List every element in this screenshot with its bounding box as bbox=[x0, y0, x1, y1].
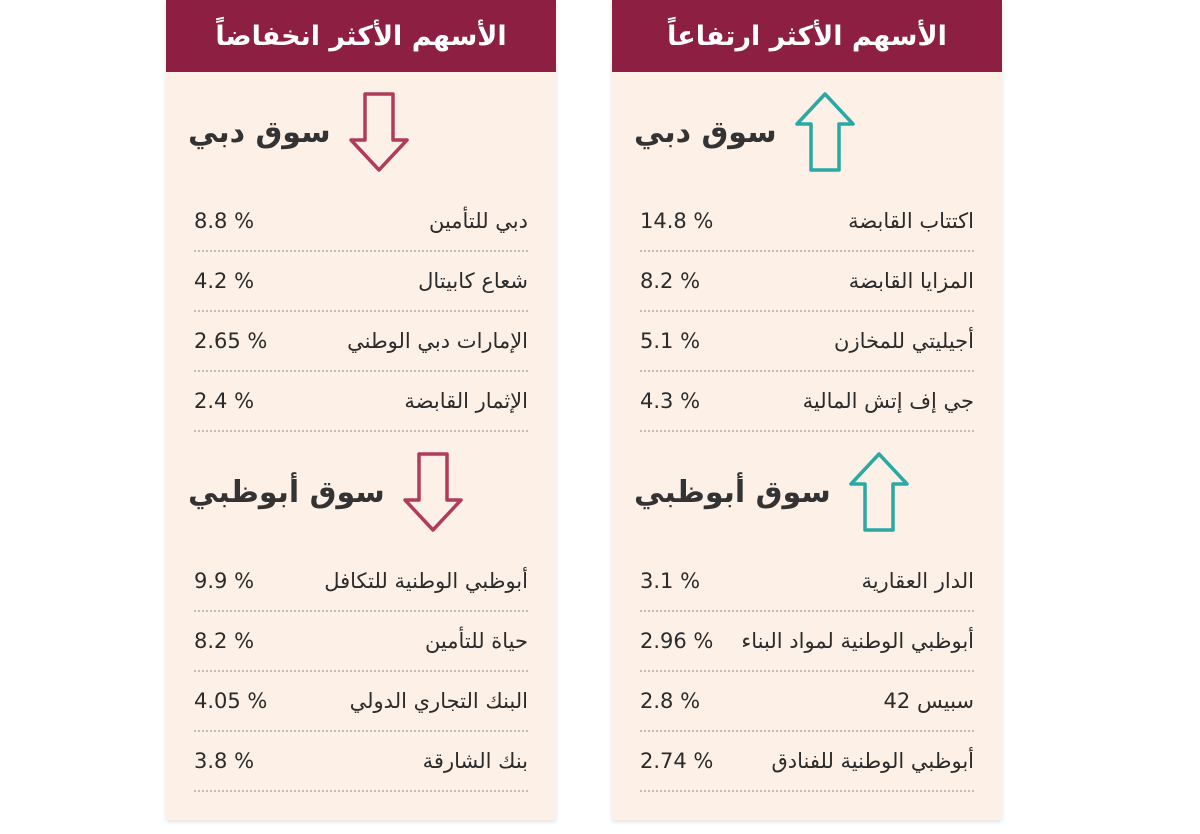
arrow-down-icon bbox=[347, 90, 411, 174]
table-row bbox=[640, 552, 974, 612]
stock-name: سبيس 42 bbox=[883, 689, 974, 713]
stock-change: 8.8 % bbox=[194, 209, 255, 233]
table-row bbox=[194, 612, 528, 672]
stock-name: الإثمار القابضة bbox=[404, 389, 528, 413]
table-row bbox=[194, 252, 528, 312]
stock-name: أبوظبي الوطنية لمواد البناء bbox=[741, 629, 974, 653]
rows-abudhabi-losers bbox=[188, 552, 534, 792]
table-row bbox=[640, 372, 974, 432]
stock-name: شعاع كابيتال bbox=[418, 269, 528, 293]
stock-change: 8.2 % bbox=[640, 269, 701, 293]
stock-change: 4.3 % bbox=[640, 389, 701, 413]
stock-name: دبي للتأمين bbox=[428, 209, 528, 233]
table-row bbox=[194, 372, 528, 432]
panel-losers bbox=[166, 0, 556, 820]
stock-name: اكتتاب القابضة bbox=[848, 209, 974, 233]
market-name: سوق دبي bbox=[634, 114, 777, 150]
stock-name: البنك التجاري الدولي bbox=[349, 689, 528, 713]
arrow-up-icon bbox=[793, 90, 857, 174]
market-head bbox=[634, 72, 980, 192]
stock-change: 2.74 % bbox=[640, 749, 714, 773]
market-head bbox=[634, 432, 980, 552]
stock-change: 8.2 % bbox=[194, 629, 255, 653]
table-row bbox=[640, 312, 974, 372]
stock-change: 14.8 % bbox=[640, 209, 714, 233]
panel-title-losers: الأسهم الأكثر انخفاضاً bbox=[215, 20, 507, 52]
table-row bbox=[194, 552, 528, 612]
panel-gainers bbox=[612, 0, 1002, 820]
table-row bbox=[194, 192, 528, 252]
rows-abudhabi-gainers bbox=[634, 552, 980, 792]
market-name: سوق أبوظبي bbox=[188, 474, 385, 510]
stock-name: أبوظبي الوطنية للفنادق bbox=[771, 749, 974, 773]
stock-change: 9.9 % bbox=[194, 569, 255, 593]
table-row bbox=[640, 612, 974, 672]
market-name: سوق دبي bbox=[188, 114, 331, 150]
stock-change: 5.1 % bbox=[640, 329, 701, 353]
rows-dubai-gainers bbox=[634, 192, 980, 432]
stock-change: 3.1 % bbox=[640, 569, 701, 593]
arrow-down-icon bbox=[401, 450, 465, 534]
market-block-dubai-gainers bbox=[612, 72, 1002, 432]
stock-name: الدار العقارية bbox=[861, 569, 974, 593]
market-block-abudhabi-losers bbox=[166, 432, 556, 792]
table-row bbox=[640, 672, 974, 732]
table-row bbox=[194, 312, 528, 372]
market-block-abudhabi-gainers bbox=[612, 432, 1002, 792]
stock-change: 2.96 % bbox=[640, 629, 714, 653]
stock-name: حياة للتأمين bbox=[424, 629, 528, 653]
market-block-dubai-losers bbox=[166, 72, 556, 432]
arrow-up-icon bbox=[847, 450, 911, 534]
stock-name: أبوظبي الوطنية للتكافل bbox=[324, 569, 528, 593]
stock-name: الإمارات دبي الوطني bbox=[347, 329, 528, 353]
stock-name: المزايا القابضة bbox=[848, 269, 974, 293]
stock-change: 4.2 % bbox=[194, 269, 255, 293]
stock-name: بنك الشارقة bbox=[422, 749, 528, 773]
market-head bbox=[188, 432, 534, 552]
panel-header-losers bbox=[166, 0, 556, 72]
rows-dubai-losers bbox=[188, 192, 534, 432]
table-row bbox=[640, 732, 974, 792]
stock-name: جي إف إتش المالية bbox=[802, 389, 974, 413]
stock-name: أجيليتي للمخازن bbox=[834, 329, 974, 353]
panel-header-gainers bbox=[612, 0, 1002, 72]
stock-change: 2.65 % bbox=[194, 329, 268, 353]
table-row bbox=[640, 252, 974, 312]
table-row bbox=[194, 732, 528, 792]
stock-change: 3.8 % bbox=[194, 749, 255, 773]
stock-change: 2.4 % bbox=[194, 389, 255, 413]
table-row bbox=[194, 672, 528, 732]
stock-change: 4.05 % bbox=[194, 689, 268, 713]
panel-title-gainers: الأسهم الأكثر ارتفاعاً bbox=[667, 20, 947, 52]
table-row bbox=[640, 192, 974, 252]
stock-change: 2.8 % bbox=[640, 689, 701, 713]
market-name: سوق أبوظبي bbox=[634, 474, 831, 510]
market-head bbox=[188, 72, 534, 192]
